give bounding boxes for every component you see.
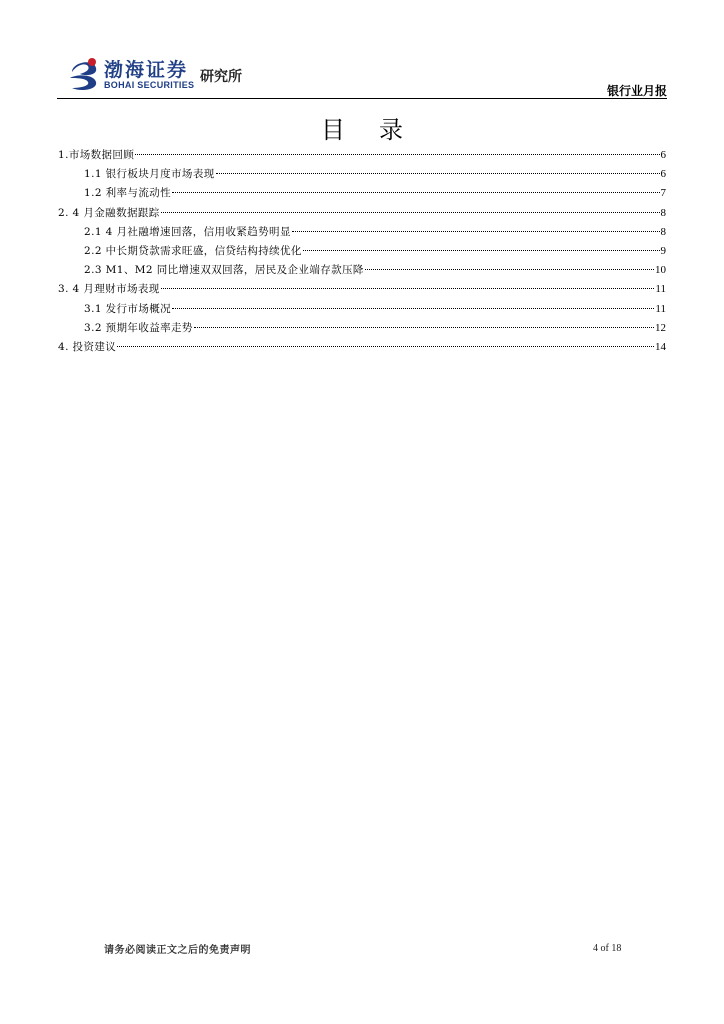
toc-leader-dots (117, 345, 654, 347)
toc-entry-label: 2. 4 月金融数据跟踪 (58, 206, 160, 219)
toc-entry[interactable] (58, 261, 666, 280)
bohai-logo-icon (68, 56, 100, 92)
toc-entry-page: 8 (660, 206, 666, 219)
toc-entry-label: 3.1 发行市场概况 (84, 302, 172, 315)
toc-entry[interactable] (58, 204, 666, 223)
toc-entry-label: 3. 4 月理财市场表现 (58, 283, 160, 296)
brand-name-en: BOHAI SECURITIES (104, 80, 195, 90)
toc-leader-dots (172, 191, 659, 193)
toc-entry[interactable] (58, 319, 666, 338)
page-header (0, 0, 724, 100)
toc-entry-page: 10 (655, 264, 666, 277)
header-divider (57, 98, 667, 99)
toc-leader-dots (303, 249, 660, 251)
institute-label: 研究所 (200, 69, 242, 85)
toc-entry[interactable] (58, 165, 666, 184)
toc-entry-page: 8 (660, 225, 666, 238)
toc-leader-dots (161, 211, 660, 213)
toc-entry-page: 7 (660, 187, 666, 200)
toc-leader-dots (365, 268, 654, 270)
toc-leader-dots (172, 307, 654, 309)
page-indicator: 4 of 18 (593, 943, 622, 954)
toc-entry-label: 2.3 M1、M2 同比增速双双回落，居民及企业端存款压降 (84, 264, 364, 277)
toc-entry-label: 2.1 4 月社融增速回落，信用收紧趋势明显 (84, 225, 291, 238)
toc-leader-dots (216, 172, 660, 174)
toc-entry-label: 1.市场数据回顾 (58, 149, 135, 161)
report-type: 银行业月报 (606, 84, 667, 98)
toc-entry-page: 9 (660, 244, 666, 257)
toc-entry-page: 14 (655, 340, 666, 353)
toc-entry-label: 3.2 预期年收益率走势 (84, 321, 193, 334)
toc-title: 目录 (321, 116, 437, 144)
disclaimer-note: 请务必阅读正文之后的免责声明 (104, 945, 251, 956)
brand-name-cn: 渤海证券 (104, 59, 189, 81)
toc-entry-page: 6 (660, 168, 666, 181)
toc-entry-page: 12 (655, 321, 666, 334)
toc-entry[interactable] (58, 280, 666, 299)
toc-entry-label: 1.1 银行板块月度市场表现 (84, 168, 215, 181)
toc-entry[interactable] (58, 184, 666, 203)
toc-leader-dots (161, 287, 655, 289)
toc-entry-label: 2.2 中长期贷款需求旺盛，信贷结构持续优化 (84, 244, 302, 257)
toc-entry-page: 11 (655, 283, 666, 296)
toc-entry[interactable] (58, 242, 666, 261)
toc-entry-label: 1.2 利率与流动性 (84, 187, 172, 200)
toc-entry[interactable] (58, 223, 666, 242)
table-of-contents (58, 146, 666, 357)
toc-leader-dots (135, 153, 659, 155)
toc-leader-dots (194, 326, 654, 328)
toc-entry[interactable] (58, 146, 666, 165)
toc-entry-label: 4. 投资建议 (58, 340, 117, 353)
toc-entry[interactable] (58, 338, 666, 357)
toc-entry-page: 11 (655, 302, 666, 315)
toc-entry-page: 6 (660, 149, 666, 161)
toc-entry[interactable] (58, 300, 666, 319)
toc-leader-dots (292, 230, 660, 232)
